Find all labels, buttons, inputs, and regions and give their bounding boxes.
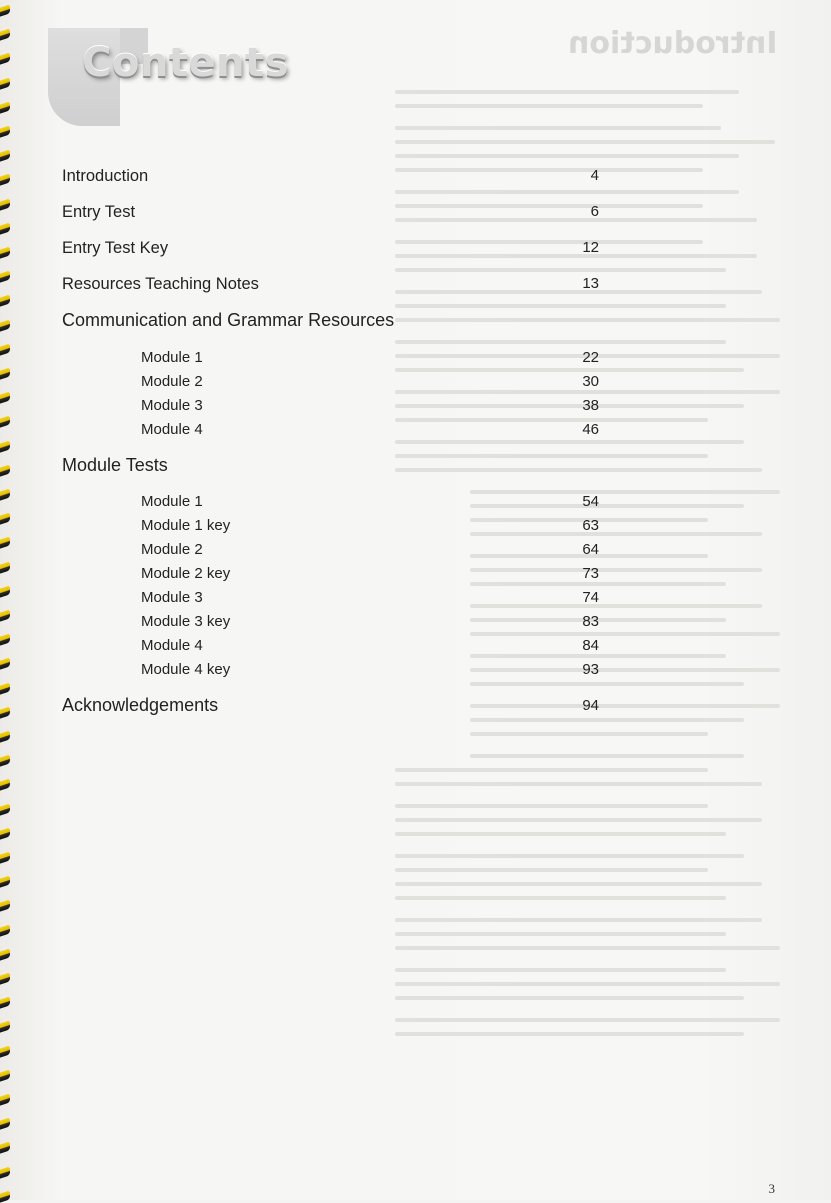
toc-page-number: 94	[582, 697, 599, 714]
bleed-through-line	[395, 268, 726, 272]
toc-row-resources-teaching-notes	[0, 275, 831, 299]
page-title: Contents	[82, 40, 289, 86]
bleed-through-line	[395, 90, 739, 94]
binding-ring	[0, 1190, 10, 1202]
bleed-through-line	[395, 1032, 744, 1036]
toc-entry-label: Module 4	[141, 637, 203, 654]
toc-row-acknowledgements	[0, 695, 831, 719]
binding-ring	[0, 972, 10, 984]
bleed-through-line	[470, 732, 708, 736]
bleed-through-line	[395, 868, 708, 872]
toc-page-number: 83	[582, 613, 599, 630]
binding-ring	[0, 1020, 10, 1032]
toc-page-number: 63	[582, 517, 599, 534]
bleed-through-line	[395, 854, 744, 858]
bleed-through-title: Introduction	[567, 26, 777, 61]
toc-row-test-module-2	[0, 541, 831, 565]
bleed-through-line	[395, 782, 762, 786]
toc-row-test-module-1	[0, 493, 831, 517]
binding-ring	[0, 948, 10, 960]
toc-section-heading: Communication and Grammar Resources	[62, 310, 395, 330]
toc-entry-label: Module 3	[141, 397, 203, 414]
toc-page-number: 84	[582, 637, 599, 654]
bleed-through-line	[395, 996, 744, 1000]
toc-entry-label: Module 2	[141, 373, 203, 390]
binding-ring	[0, 754, 10, 766]
toc-page-number: 13	[582, 275, 599, 292]
binding-ring	[0, 996, 10, 1008]
binding-ring	[0, 1141, 10, 1153]
binding-ring	[0, 875, 10, 887]
toc-page-number: 4	[590, 167, 599, 184]
binding-ring	[0, 803, 10, 815]
binding-ring	[0, 730, 10, 742]
toc-entry-label: Module 1	[141, 493, 203, 510]
bleed-through-line	[395, 896, 726, 900]
binding-ring	[0, 1069, 10, 1081]
bleed-through-line	[395, 154, 739, 158]
toc-section-heading: Module Tests	[62, 455, 168, 475]
toc-row-test-module-3	[0, 589, 831, 613]
toc-row-test-module-4	[0, 637, 831, 661]
bleed-through-line	[395, 982, 780, 986]
binding-ring	[0, 899, 10, 911]
toc-row-comm-module-4	[0, 421, 831, 445]
toc-page-number: 12	[582, 239, 599, 256]
binding-ring	[0, 924, 10, 936]
binding-ring	[0, 125, 10, 137]
toc-row-test-module-4-key	[0, 661, 831, 685]
bleed-through-line	[395, 818, 762, 822]
bleed-through-line	[395, 804, 708, 808]
toc-row-test-module-1-key	[0, 517, 831, 541]
toc-section-module-tests	[0, 455, 831, 479]
toc-row-comm-module-3	[0, 397, 831, 421]
bleed-through-line	[395, 140, 775, 144]
bleed-through-line	[470, 754, 744, 758]
page-number: 3	[768, 1181, 775, 1196]
binding-ring	[0, 149, 10, 161]
toc-entry-label: Entry Test	[62, 203, 136, 221]
binding-ring	[0, 101, 10, 113]
toc-row-test-module-2-key	[0, 565, 831, 589]
bleed-through-line	[395, 104, 703, 108]
binding-ring	[0, 1045, 10, 1057]
toc-entry-label: Module 4	[141, 421, 203, 438]
toc-entry-label: Introduction	[62, 167, 149, 185]
toc-row-comm-module-2	[0, 373, 831, 397]
toc-entry-label: Module 1	[141, 349, 203, 366]
bleed-through-line	[395, 126, 721, 130]
binding-ring	[0, 827, 10, 839]
bleed-through-line	[395, 340, 726, 344]
binding-ring	[0, 52, 10, 64]
bleed-through-line	[395, 918, 762, 922]
toc-entry-label: Module 2	[141, 541, 203, 558]
binding-ring	[0, 778, 10, 790]
binding-ring	[0, 1093, 10, 1105]
toc-row-entry-test	[0, 203, 831, 227]
toc-page-number: 30	[582, 373, 599, 390]
binding-ring	[0, 1117, 10, 1129]
bleed-through-line	[395, 832, 726, 836]
bleed-through-line	[395, 1018, 780, 1022]
bleed-through-line	[395, 968, 726, 972]
toc-page-number: 22	[582, 349, 599, 366]
toc-page-number: 64	[582, 541, 599, 558]
binding-ring	[0, 28, 10, 40]
toc-page-number: 93	[582, 661, 599, 678]
toc-entry-label: Entry Test Key	[62, 239, 169, 257]
binding-ring	[0, 77, 10, 89]
toc-entry-label: Module 2 key	[141, 565, 231, 582]
toc-page-number: 46	[582, 421, 599, 438]
toc-entry-label: Module 3 key	[141, 613, 231, 630]
toc-page-number: 54	[582, 493, 599, 510]
toc-entry-label: Resources Teaching Notes	[62, 275, 259, 293]
toc-row-introduction	[0, 167, 831, 191]
toc-entry-label: Module 1 key	[141, 517, 231, 534]
bleed-through-line	[395, 946, 780, 950]
binding-ring	[0, 1166, 10, 1178]
toc-row-comm-module-1	[0, 349, 831, 373]
toc-page-number: 73	[582, 565, 599, 582]
bleed-through-line	[395, 304, 726, 308]
binding-ring	[0, 851, 10, 863]
toc-page-number: 38	[582, 397, 599, 414]
binding-ring	[0, 4, 10, 16]
toc-section-communication-grammar	[0, 310, 831, 334]
toc-entry-label: Acknowledgements	[62, 695, 219, 715]
toc-row-test-module-3-key	[0, 613, 831, 637]
bleed-through-line	[395, 932, 726, 936]
toc-page-number: 6	[590, 203, 599, 220]
bleed-through-line	[395, 882, 762, 886]
toc-page-number: 74	[582, 589, 599, 606]
toc-entry-label: Module 3	[141, 589, 203, 606]
bleed-through-line	[395, 768, 708, 772]
toc-row-entry-test-key	[0, 239, 831, 263]
toc-entry-label: Module 4 key	[141, 661, 231, 678]
